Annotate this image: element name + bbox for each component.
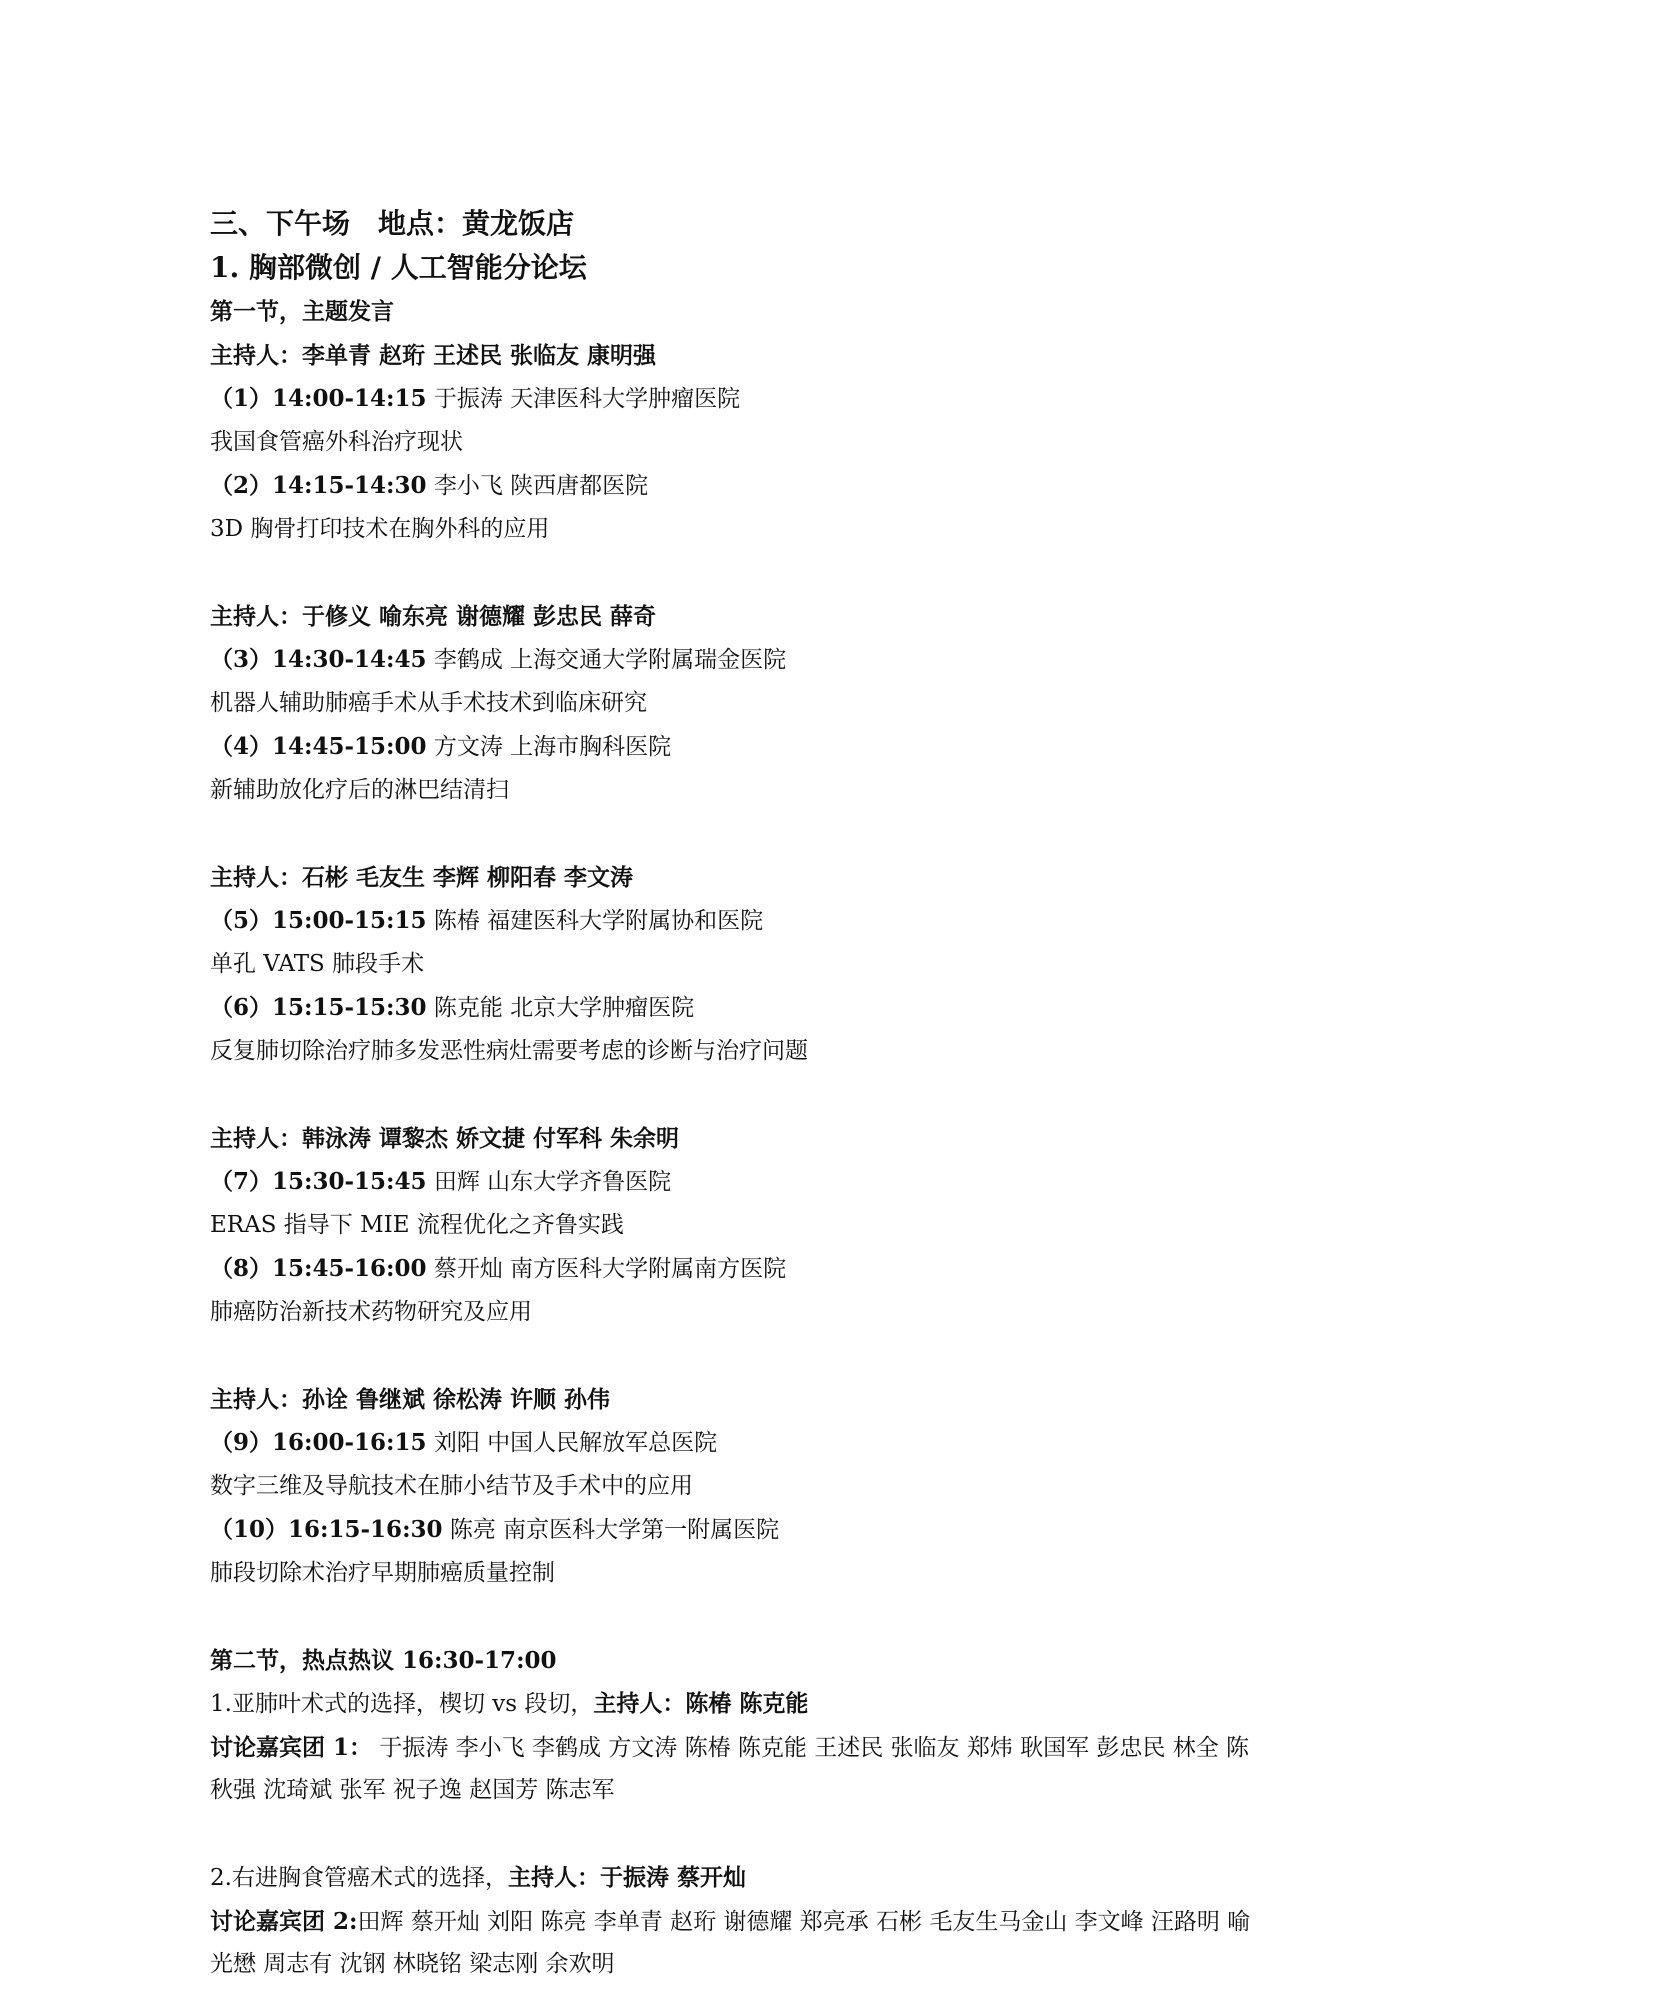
talk-time: （6）15:15-15:30: [210, 994, 427, 1021]
forum-heading: 1. 胸部微创 / 人工智能分论坛: [210, 251, 587, 284]
talk-speaker: 刘阳 中国人民解放军总医院: [426, 1430, 718, 1456]
panel-line-continued: 光懋 周志有 沈钢 林晓铭 梁志刚 余欢明: [210, 1951, 615, 1977]
talk-line: [210, 638, 1470, 682]
section1-title: 第一节，主题发言: [210, 298, 394, 325]
hosts-line: 主持人：孙诠 鲁继斌 徐松涛 许顺 孙伟: [210, 1385, 611, 1413]
hosts-line: 主持人：石彬 毛友生 李辉 柳阳春 李文涛: [210, 863, 634, 891]
spacer: [210, 551, 1470, 595]
talk-topic: 我国食管癌外科治疗现状: [210, 428, 463, 455]
talk-speaker: 蔡开灿 南方医科大学附属南方医院: [426, 1256, 787, 1282]
talk-line: [210, 377, 1470, 421]
debate-topic-text: 1.亚肺叶术式的选择，楔切 vs 段切，: [210, 1691, 594, 1717]
panel-label: 讨论嘉宾团 2:: [210, 1907, 358, 1935]
panel-line: [210, 1900, 1470, 1944]
spacer: [210, 1334, 1470, 1378]
talk-speaker: 方文涛 上海市胸科医院: [426, 734, 672, 760]
section2-title: 第二节，热点热议 16:30-17:00: [210, 1646, 557, 1674]
talk-line: [210, 986, 1470, 1030]
talk-time: （8）15:45-16:00: [210, 1255, 427, 1282]
talk-speaker: 田辉 山东大学齐鲁医院: [426, 1169, 672, 1195]
spacer: [210, 1595, 1470, 1639]
talk-line: [210, 464, 1470, 508]
debate-hosts: 主持人：于振涛 蔡开灿: [507, 1864, 746, 1891]
talk-line: [210, 899, 1470, 943]
debate-hosts: 主持人：陈椿 陈克能: [593, 1690, 809, 1717]
talk-time: （3）14:30-14:45: [210, 646, 427, 673]
panel-label: 讨论嘉宾团 1：: [210, 1733, 373, 1761]
document-content: [210, 202, 1470, 1987]
talk-topic: 反复肺切除治疗肺多发恶性病灶需要考虑的诊断与治疗问题: [210, 1037, 808, 1064]
debate-topic-1: [210, 1682, 1470, 1726]
panel-line: [210, 1726, 1470, 1770]
talk-line: [210, 1508, 1470, 1552]
talk-time: （7）15:30-15:45: [210, 1168, 427, 1195]
panel-line-continued: 秋强 沈琦斌 张军 祝子逸 赵国芳 陈志军: [210, 1777, 615, 1803]
hosts-line: 主持人：于修义 喻东亮 谢德耀 彭忠民 薛奇: [210, 602, 657, 630]
talk-time: （9）16:00-16:15: [210, 1429, 427, 1456]
talk-topic: 新辅助放化疗后的淋巴结清扫: [210, 776, 509, 803]
talk-time: （1）14:00-14:15: [210, 385, 427, 412]
talk-topic: 肺段切除术治疗早期肺癌质量控制: [210, 1559, 555, 1586]
talk-topic: 机器人辅助肺癌手术从手术技术到临床研究: [210, 689, 647, 716]
talk-time: （4）14:45-15:00: [210, 733, 427, 760]
spacer: [210, 1073, 1470, 1117]
hosts-line: 主持人：韩泳涛 谭黎杰 娇文捷 付军科 朱余明: [210, 1124, 680, 1152]
talk-speaker: 陈椿 福建医科大学附属协和医院: [426, 908, 764, 934]
debate-topic-text: 2.右进胸食管癌术式的选择，: [210, 1865, 508, 1891]
talk-topic: 单孔 VATS 肺段手术: [210, 950, 425, 977]
talk-line: [210, 725, 1470, 769]
talk-line: [210, 1160, 1470, 1204]
talk-topic: 3D 胸骨打印技术在胸外科的应用: [210, 515, 550, 542]
talk-line: [210, 1421, 1470, 1465]
talk-speaker: 陈克能 北京大学肿瘤医院: [426, 995, 695, 1021]
debate-topic-2: [210, 1856, 1470, 1900]
talk-speaker: 陈亮 南京医科大学第一附属医院: [442, 1517, 780, 1543]
talk-speaker: 李小飞 陕西唐都医院: [426, 473, 649, 499]
panel-members: 田辉 蔡开灿 刘阳 陈亮 李单青 赵珩 谢德耀 郑亮承 石彬 毛友生马金山 李文峰 汪路明 喻: [357, 1908, 1251, 1935]
talk-speaker: 李鹤成 上海交通大学附属瑞金医院: [426, 647, 787, 673]
talk-topic: 数字三维及导航技术在肺小结节及手术中的应用: [210, 1472, 693, 1499]
talk-topic: ERAS 指导下 MIE 流程优化之齐鲁实践: [210, 1211, 624, 1238]
panel-members: 于振涛 李小飞 李鹤成 方文涛 陈椿 陈克能 王述民 张临友 郑炜 耿国军 彭忠民 林全 陈: [372, 1734, 1250, 1761]
talk-line: [210, 1247, 1470, 1291]
session-heading: 三、下午场 地点：黄龙饭店: [210, 207, 575, 240]
talk-time: （2）14:15-14:30: [210, 472, 427, 499]
talk-topic: 肺癌防治新技术药物研究及应用: [210, 1298, 532, 1325]
spacer: [210, 1813, 1470, 1857]
talk-time: （10）16:15-16:30: [210, 1516, 443, 1543]
talk-time: （5）15:00-15:15: [210, 907, 427, 934]
talk-speaker: 于振涛 天津医科大学肿瘤医院: [426, 386, 741, 412]
spacer: [210, 812, 1470, 856]
hosts-line: 主持人：李单青 赵珩 王述民 张临友 康明强: [210, 341, 657, 369]
